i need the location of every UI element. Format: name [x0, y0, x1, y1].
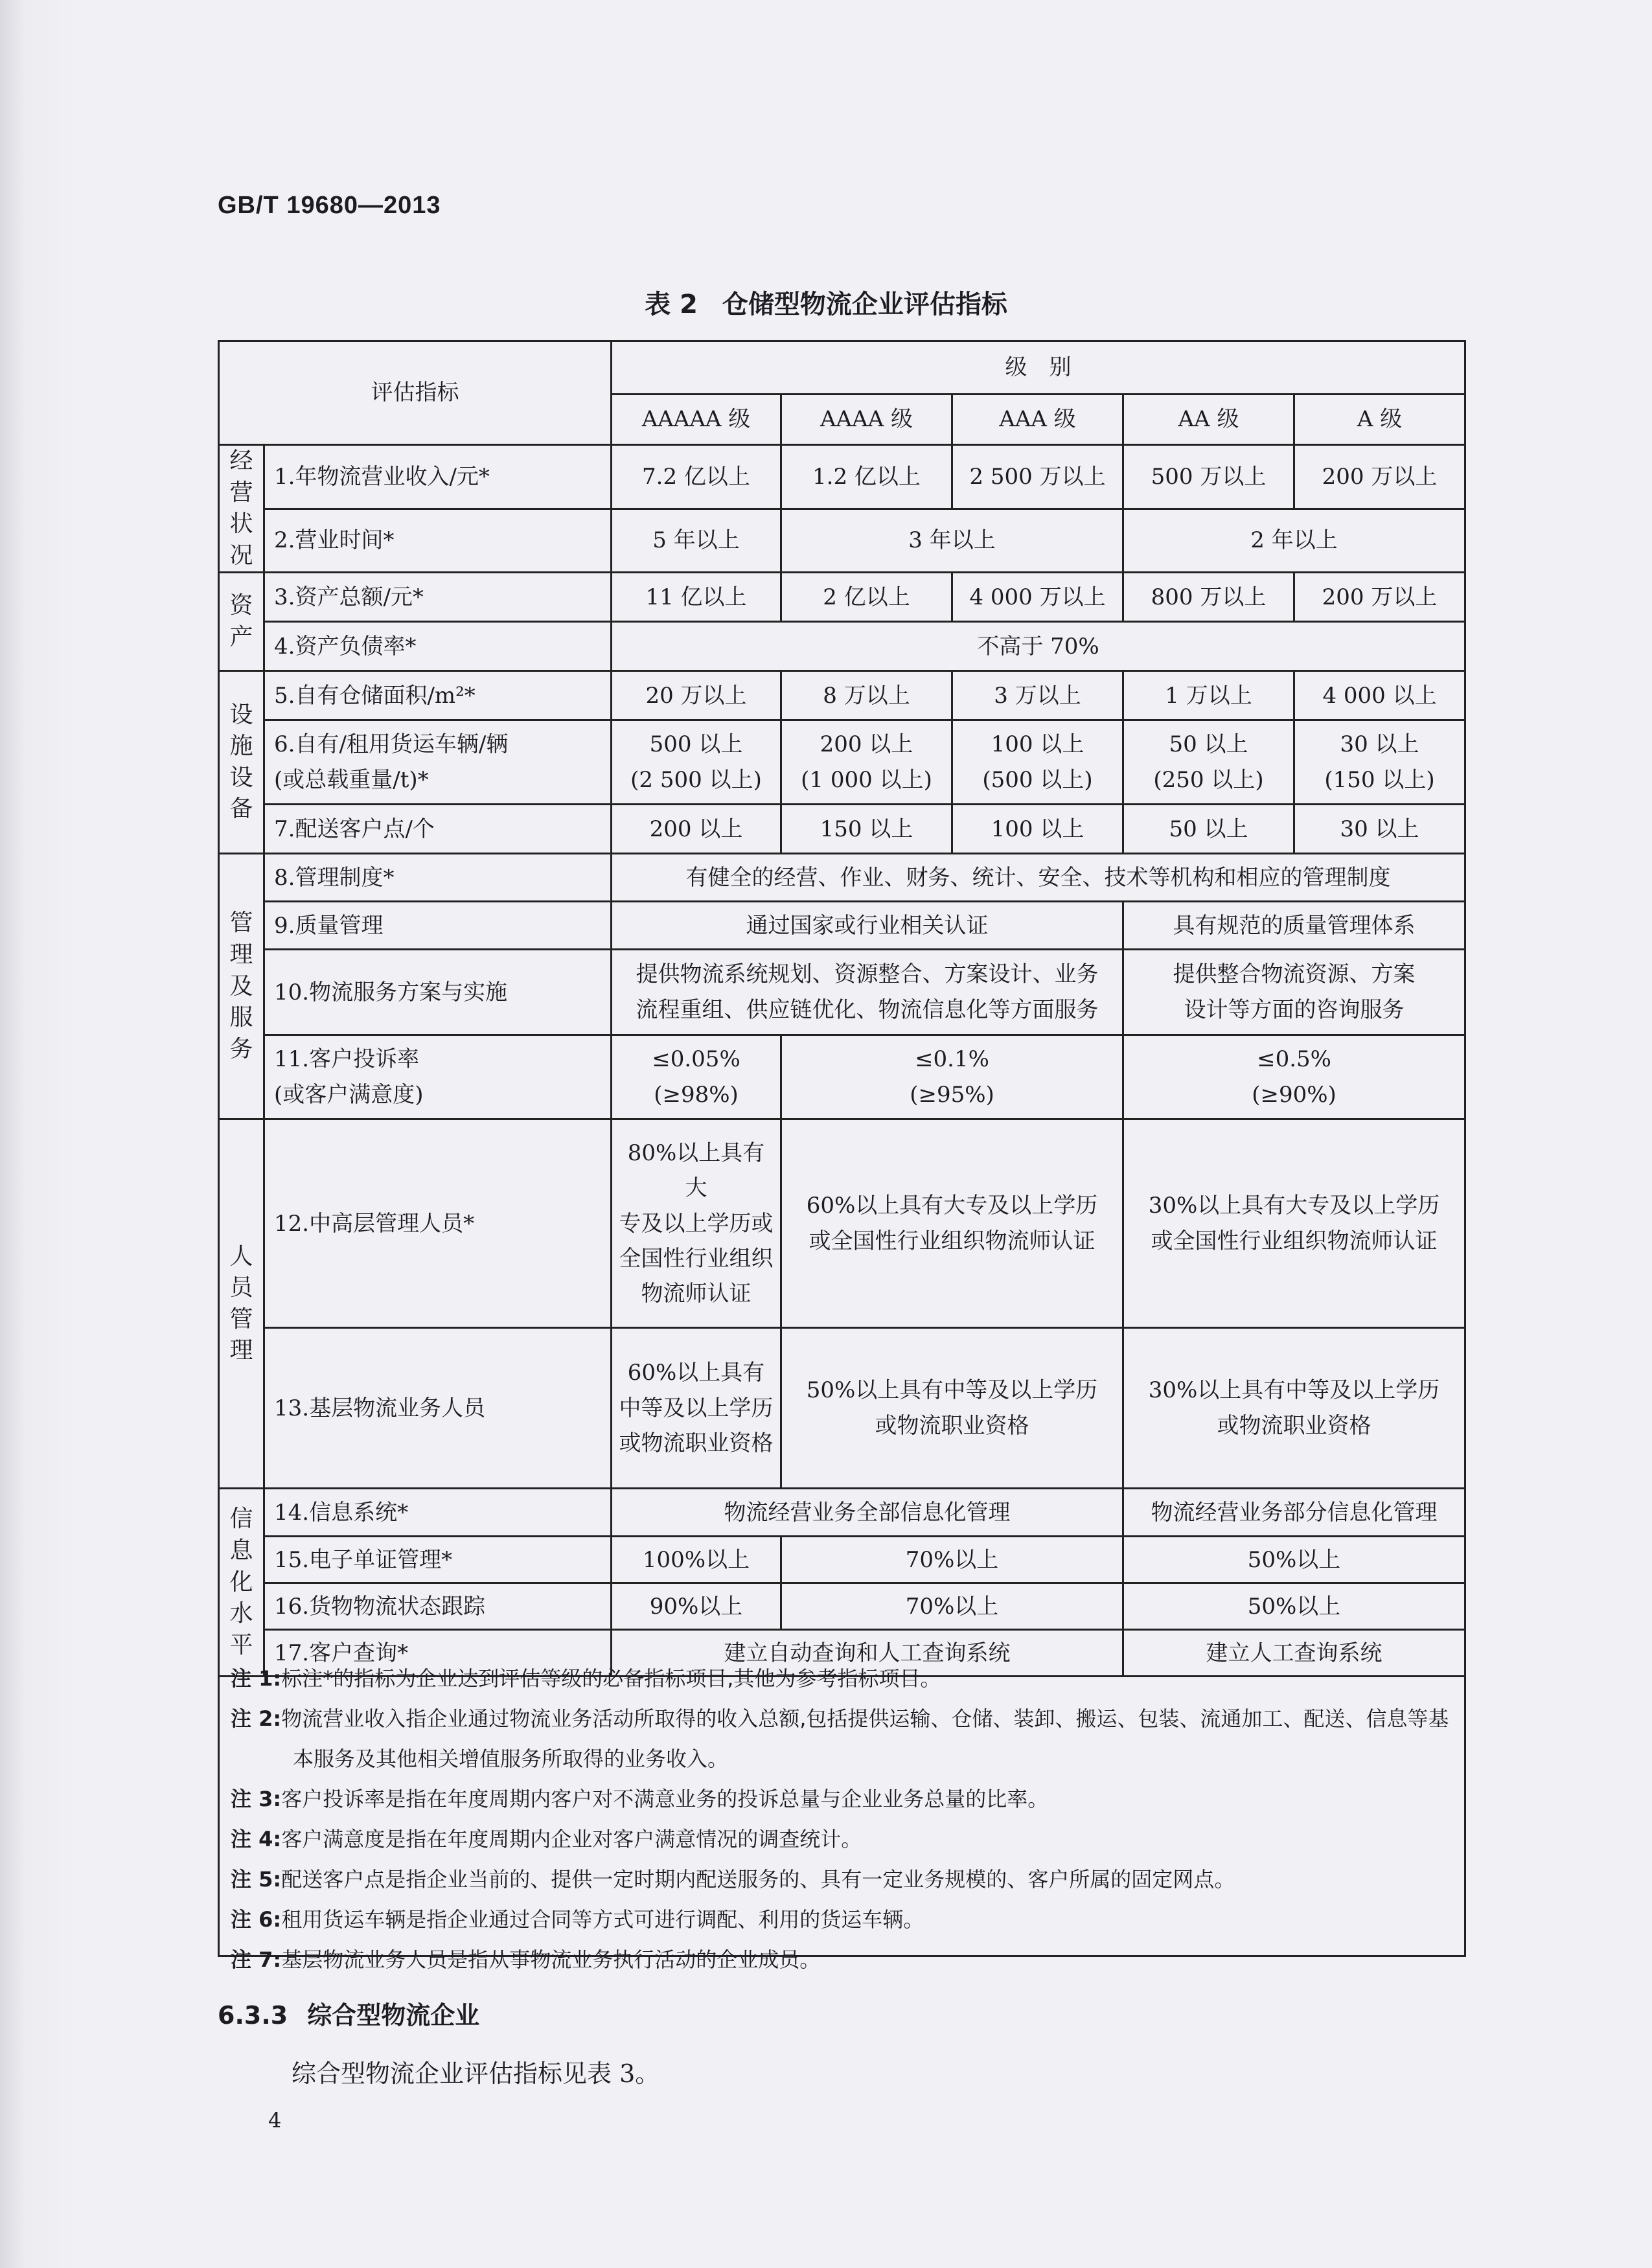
table-row	[219, 622, 1465, 671]
indicator-name: 9.质量管理	[264, 902, 612, 950]
indicator-name: 14.信息系统*	[264, 1489, 612, 1537]
indicator-name-line: (或总载重量/t)*	[274, 766, 429, 793]
level-value: 物流经营业务全部信息化管理	[612, 1489, 1123, 1537]
note-item: 注 3:客户投诉率是指在年度周期内客户对不满意业务的投诉总量与企业业务总量的比率。	[231, 1787, 1049, 1811]
indicator-name: 15.电子单证管理*	[264, 1537, 612, 1583]
group-label-char: 状	[229, 510, 253, 538]
indicator-name-line: (或客户满意度)	[274, 1081, 424, 1108]
level-value: 1 万以上	[1123, 671, 1294, 720]
group-label-char: 务	[229, 1035, 253, 1062]
group-label-char: 平	[229, 1631, 253, 1658]
table-row	[219, 805, 1465, 854]
header-level-aaaa: AAAA 级	[781, 395, 952, 445]
indicator-name: 3.资产总额/元*	[264, 573, 612, 622]
body-paragraph: 综合型物流企业评估指标见表 3。	[292, 2059, 660, 2088]
level-value: ≤0.1% (≥95%)	[781, 1035, 1123, 1119]
note-item: 注 5:配送客户点是指企业当前的、提供一定时期内配送服务的、具有一定业务规模的、客户所属的固定网点。	[231, 1867, 1235, 1892]
level-value: 50%以上	[1123, 1583, 1465, 1630]
level-value: 具有规范的质量管理体系	[1123, 902, 1465, 950]
group-label-char: 及	[229, 972, 253, 1000]
level-value: 50%以上	[1123, 1537, 1465, 1583]
header-level-a: A 级	[1294, 395, 1465, 445]
level-value: 30 以上 (150 以上)	[1294, 720, 1465, 805]
level-value: 提供整合物流资源、方案 设计等方面的咨询服务	[1123, 950, 1465, 1035]
table-row	[219, 720, 1465, 805]
level-value: 500 以上 (2 500 以上)	[612, 720, 781, 805]
level-value: 60%以上具有 中等及以上学历 或物流职业资格	[612, 1328, 781, 1489]
level-value: 100 以上 (500 以上)	[952, 720, 1123, 805]
table-row	[219, 1119, 1465, 1328]
table-row	[219, 573, 1465, 622]
table-row	[219, 1035, 1465, 1119]
level-value: 5 年以上	[612, 509, 781, 573]
header-grade: 级 别	[612, 341, 1465, 395]
group-label-char: 理	[229, 941, 253, 968]
level-value: 30%以上具有中等及以上学历 或物流职业资格	[1123, 1328, 1465, 1489]
table-row	[219, 1537, 1465, 1583]
section-number: 6.3.3	[218, 2001, 288, 2030]
level-value: 4 000 万以上	[952, 573, 1123, 622]
table-row	[219, 1328, 1465, 1489]
indicator-name: 8.管理制度*	[264, 854, 612, 902]
level-value: 8 万以上	[781, 671, 952, 720]
indicator-name: 13.基层物流业务人员	[264, 1328, 612, 1489]
table-caption-title: 仓储型物流企业评估指标	[722, 290, 1007, 319]
group-assets	[219, 573, 264, 671]
page-number: 4	[268, 2108, 282, 2133]
level-value: 建立自动查询和人工查询系统	[612, 1630, 1123, 1677]
table-row	[219, 854, 1465, 902]
level-value: 有健全的经营、作业、财务、统计、安全、技术等机构和相应的管理制度	[612, 854, 1465, 902]
group-label-char: 营	[229, 479, 253, 506]
indicator-name: 4.资产负债率*	[264, 622, 612, 671]
level-value: 100 以上	[952, 805, 1123, 854]
group-label-char: 备	[229, 796, 253, 823]
level-value: 200 万以上	[1294, 573, 1465, 622]
table-row	[219, 1489, 1465, 1537]
group-label-char: 管	[229, 1305, 253, 1333]
indicator-name: 2.营业时间*	[264, 509, 612, 573]
level-value: 11 亿以上	[612, 573, 781, 622]
level-value: 80%以上具有大 专及以上学历或 全国性行业组织 物流师认证	[612, 1119, 781, 1328]
standard-number: GB/T 19680—2013	[218, 192, 441, 219]
level-value: 500 万以上	[1123, 445, 1294, 509]
level-value: 不高于 70%	[612, 622, 1465, 671]
level-value: 提供物流系统规划、资源整合、方案设计、业务 流程重组、供应链优化、物流信息化等方面服务	[612, 950, 1123, 1035]
level-value: 通过国家或行业相关认证	[612, 902, 1123, 950]
indicator-name: 12.中高层管理人员*	[264, 1119, 612, 1328]
table-notes	[231, 1658, 1455, 1980]
level-value: 物流经营业务部分信息化管理	[1123, 1489, 1465, 1537]
level-value: 50 以上 (250 以上)	[1123, 720, 1294, 805]
table-row	[219, 671, 1465, 720]
level-value: 50%以上具有中等及以上学历 或物流职业资格	[781, 1328, 1123, 1489]
group-label-char: 施	[229, 733, 253, 760]
level-value: 建立人工查询系统	[1123, 1630, 1465, 1677]
evaluation-table	[218, 340, 1466, 1677]
group-label-char: 化	[229, 1568, 253, 1596]
level-value: 30 以上	[1294, 805, 1465, 854]
section-title: 综合型物流企业	[307, 2001, 480, 2030]
level-value: ≤0.5% (≥90%)	[1123, 1035, 1465, 1119]
group-label-char: 信	[229, 1506, 253, 1533]
group-label-char: 人	[229, 1243, 253, 1270]
group-management	[219, 854, 264, 1119]
level-value: 7.2 亿以上	[612, 445, 781, 509]
level-value: 30%以上具有大专及以上学历 或全国性行业组织物流师认证	[1123, 1119, 1465, 1328]
level-value: 20 万以上	[612, 671, 781, 720]
indicator-name-line: 6.自有/租用货运车辆/辆	[274, 731, 509, 758]
level-value: 60%以上具有大专及以上学历 或全国性行业组织物流师认证	[781, 1119, 1123, 1328]
level-value: 2 亿以上	[781, 573, 952, 622]
group-label-char: 产	[229, 623, 253, 650]
group-label-char: 水	[229, 1600, 253, 1627]
group-label-char: 况	[229, 542, 253, 569]
group-label-char: 管	[229, 910, 253, 937]
level-value: 4 000 以上	[1294, 671, 1465, 720]
table-row	[219, 950, 1465, 1035]
indicator-name	[264, 720, 612, 805]
table-row	[219, 445, 1465, 509]
level-value: 90%以上	[612, 1583, 781, 1630]
level-value: 1.2 亿以上	[781, 445, 952, 509]
note-item: 注 4:客户满意度是指在年度周期内企业对客户满意情况的调查统计。	[231, 1827, 862, 1851]
header-level-aaa: AAA 级	[952, 395, 1123, 445]
level-value: 200 以上	[612, 805, 781, 854]
group-label-char: 设	[229, 764, 253, 791]
group-label-char: 服	[229, 1004, 253, 1031]
indicator-name: 10.物流服务方案与实施	[264, 950, 612, 1035]
level-value: 70%以上	[781, 1537, 1123, 1583]
header-level-aa: AA 级	[1123, 395, 1294, 445]
group-informatization	[219, 1489, 264, 1677]
level-value: 2 500 万以上	[952, 445, 1123, 509]
note-item: 注 2:物流营业收入指企业通过物流业务活动所取得的收入总额,包括提供运输、仓储、装卸、搬运、包装、流通加工、配送、信息等基本服务及其他相关增值服务所取得的业务收入。	[231, 1706, 1449, 1771]
indicator-name: 5.自有仓储面积/m²*	[264, 671, 612, 720]
level-value: 50 以上	[1123, 805, 1294, 854]
indicator-name-line: 11.客户投诉率	[274, 1046, 420, 1073]
section-heading	[218, 1995, 479, 2031]
indicator-name: 1.年物流营业收入/元*	[264, 445, 612, 509]
group-label-char: 员	[229, 1274, 253, 1301]
table-caption-label: 表 2	[645, 290, 698, 319]
header-indicator: 评估指标	[219, 341, 612, 445]
group-personnel	[219, 1119, 264, 1489]
indicator-name: 17.客户查询*	[264, 1630, 612, 1677]
level-value: 2 年以上	[1123, 509, 1465, 573]
group-label-char: 设	[229, 701, 253, 728]
level-value: 200 以上 (1 000 以上)	[781, 720, 952, 805]
group-label-char: 资	[229, 592, 253, 619]
header-level-aaaaa: AAAAA 级	[612, 395, 781, 445]
table-row	[219, 509, 1465, 573]
note-item: 注 1:标注*的指标为企业达到评估等级的必备指标项目,其他为参考指标项目。	[231, 1666, 941, 1691]
table-header-row	[219, 341, 1465, 395]
group-operation	[219, 445, 264, 573]
table-row	[219, 902, 1465, 950]
level-value: 150 以上	[781, 805, 952, 854]
level-value: 70%以上	[781, 1583, 1123, 1630]
group-label-char: 理	[229, 1337, 253, 1364]
group-facilities	[219, 671, 264, 854]
indicator-name	[264, 1035, 612, 1119]
level-value: 3 万以上	[952, 671, 1123, 720]
group-label-char: 经	[229, 448, 253, 474]
table-caption	[0, 284, 1652, 321]
indicator-name: 7.配送客户点/个	[264, 805, 612, 854]
indicator-name: 16.货物物流状态跟踪	[264, 1583, 612, 1630]
table-row	[219, 1583, 1465, 1630]
level-value: 100%以上	[612, 1537, 781, 1583]
level-value: ≤0.05% (≥98%)	[612, 1035, 781, 1119]
note-item: 注 7:基层物流业务人员是指从事物流业务执行活动的企业成员。	[231, 1947, 821, 1972]
group-label-char: 息	[229, 1537, 253, 1564]
level-value: 3 年以上	[781, 509, 1123, 573]
level-value: 200 万以上	[1294, 445, 1465, 509]
level-value: 800 万以上	[1123, 573, 1294, 622]
note-item: 注 6:租用货运车辆是指企业通过合同等方式可进行调配、利用的货运车辆。	[231, 1907, 924, 1932]
